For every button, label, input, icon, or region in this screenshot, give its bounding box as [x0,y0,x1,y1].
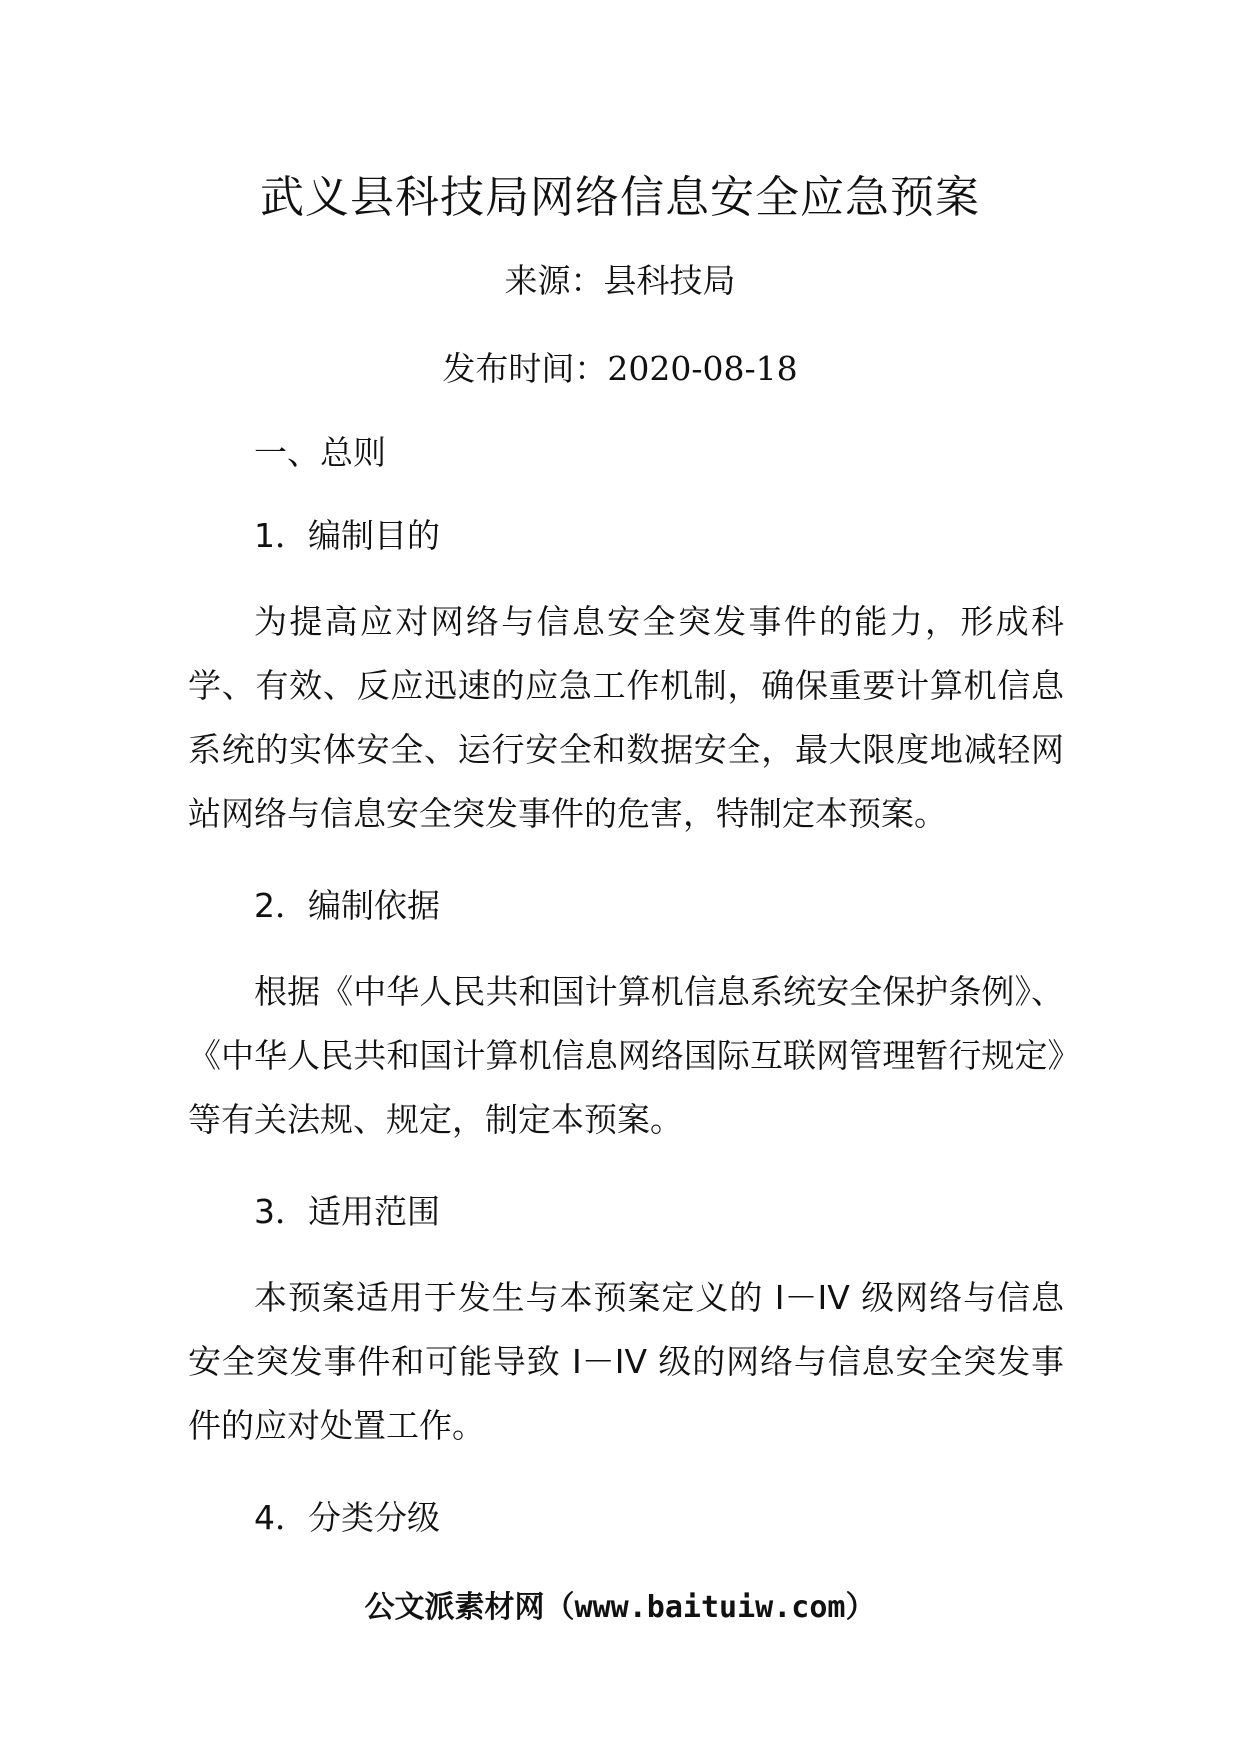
publish-date-value: 2020-08-18 [607,349,798,388]
section-general-heading: 一、总则 [254,433,386,472]
footer-watermark: 公文派素材网（www.baituiw.com） [364,1590,876,1625]
publish-date-line [0,346,1240,392]
document-title: 武义县科技局网络信息安全应急预案 [260,172,980,223]
section-3-paragraph: 本预案适用于发生与本预案定义的 I－IV 级网络与信息安全突发事件和可能导致 I－IV 级的网络与信息安全突发事件的应对处置工作。 [188,1278,1064,1445]
publish-date-label: 发布时间： [442,349,608,388]
source-line: 来源：县科技局 [504,261,736,300]
section-1-heading: 1．编制目的 [254,516,440,555]
document-body [188,430,1064,1578]
section-3-heading: 3．适用范围 [254,1192,440,1231]
section-1-paragraph: 为提高应对网络与信息安全突发事件的能力，形成科学、有效、反应迅速的应急工作机制，确保重要计算机信息系统的实体安全、运行安全和数据安全，最大限度地减轻网站网络与信息安全突发事件的危害，特制定本预案。 [188,602,1064,833]
section-2-heading: 2．编制依据 [254,886,440,925]
section-2-paragraph: 根据《中华人民共和国计算机信息系统安全保护条例》、《中华人民共和国计算机信息网络国际互联网管理暂行规定》等有关法规、规定，制定本预案。 [188,972,1064,1139]
section-4-heading: 4．分类分级 [254,1498,440,1537]
